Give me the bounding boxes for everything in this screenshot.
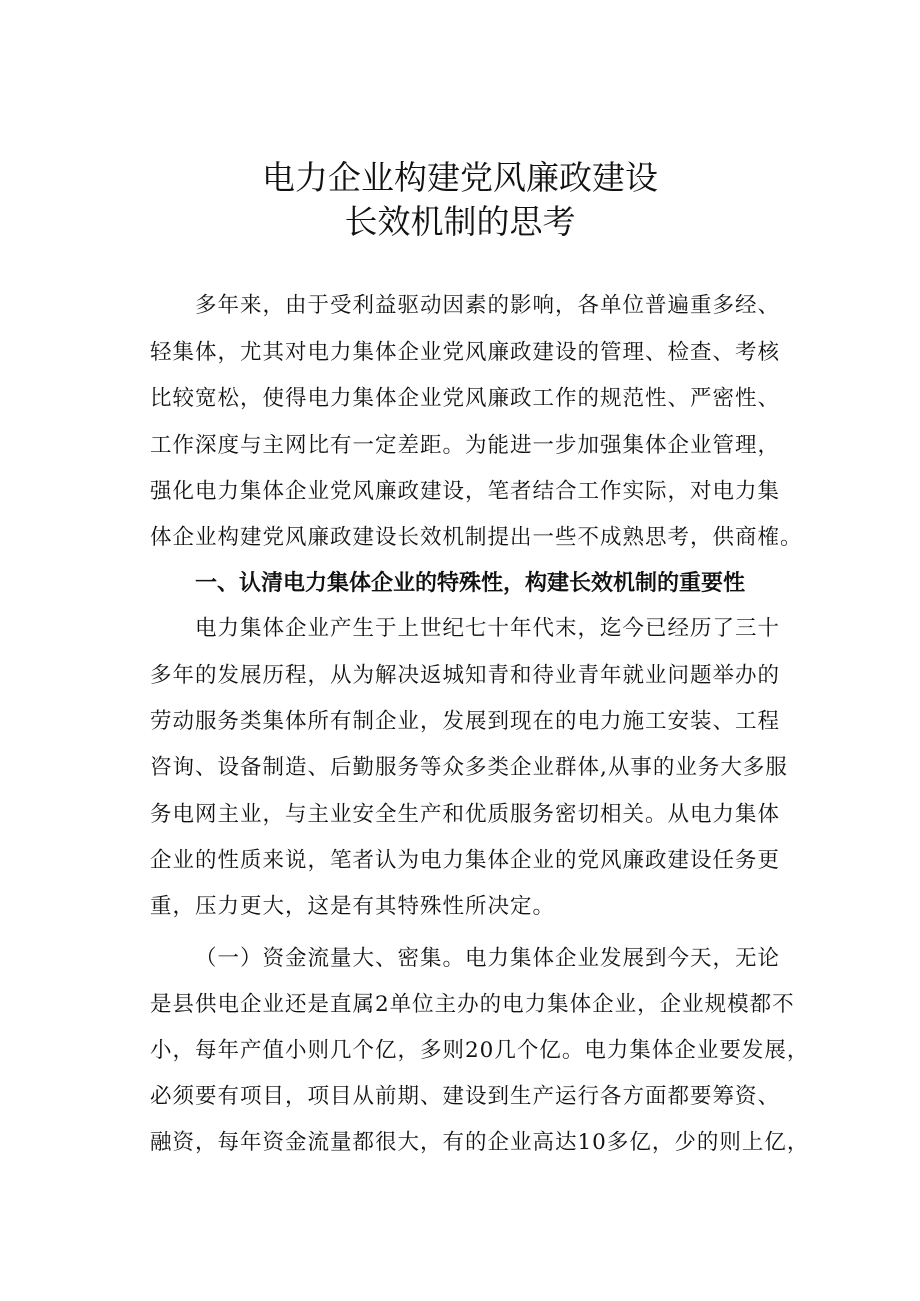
section-line: 电力集体企业产生于上世纪七十年代末，迄今已经历了三十: [195, 616, 781, 641]
section-line: 企业的性质来说，笔者认为电力集体企业的党风廉政建设任务更: [150, 848, 781, 873]
section-line: 重，压力更大，这是有其特殊性所决定。: [150, 894, 556, 919]
subsection-line: 是县供电企业还是直属2单位主办的电力集体企业，企业规模都不: [150, 992, 795, 1017]
document-title-line-2: 长效机制的思考: [344, 202, 576, 241]
section-heading: 一、认清电力集体企业的特殊性，构建长效机制的重要性: [195, 571, 746, 596]
section-line: 多年的发展历程，从为解决返城知青和待业青年就业问题举办的: [150, 663, 781, 688]
subsection-line: 融资，每年资金流量都很大，有的企业高达10多亿，少的则上亿，: [150, 1130, 810, 1155]
intro-line: 轻集体，尤其对电力集体企业党风廉政建设的管理、检查、考核: [150, 340, 781, 365]
intro-line: 体企业构建党风廉政建设长效机制提出一些不成熟思考，供商榷。: [150, 525, 803, 550]
intro-line: 多年来，由于受利益驱动因素的影响，各单位普遍重多经、: [195, 293, 781, 318]
subsection-line: 必须要有项目，项目从前期、建设到生产运行各方面都要筹资、: [150, 1084, 781, 1109]
intro-line: 工作深度与主网比有一定差距。为能进一步加强集体企业管理，: [150, 433, 781, 458]
document-title-line-1: 电力企业构建党风廉政建设: [262, 158, 658, 197]
intro-line: 强化电力集体企业党风廉政建设，笔者结合工作实际，对电力集: [150, 479, 781, 504]
intro-line: 比较宽松，使得电力集体企业党风廉政工作的规范性、严密性、: [150, 386, 781, 411]
section-line: 劳动服务类集体所有制企业，发展到现在的电力施工安装、工程: [150, 709, 781, 734]
subsection-line: （一）资金流量大、密集。电力集体企业发展到今天，无论: [195, 946, 781, 971]
section-line: 务电网主业，与主业安全生产和优质服务密切相关。从电力集体: [150, 802, 781, 827]
subsection-line: 小，每年产值小则几个亿，多则20几个亿。电力集体企业要发展，: [150, 1038, 810, 1063]
section-line: 咨询、设备制造、后勤服务等众多类企业群体,从事的业务大多服: [150, 755, 788, 780]
